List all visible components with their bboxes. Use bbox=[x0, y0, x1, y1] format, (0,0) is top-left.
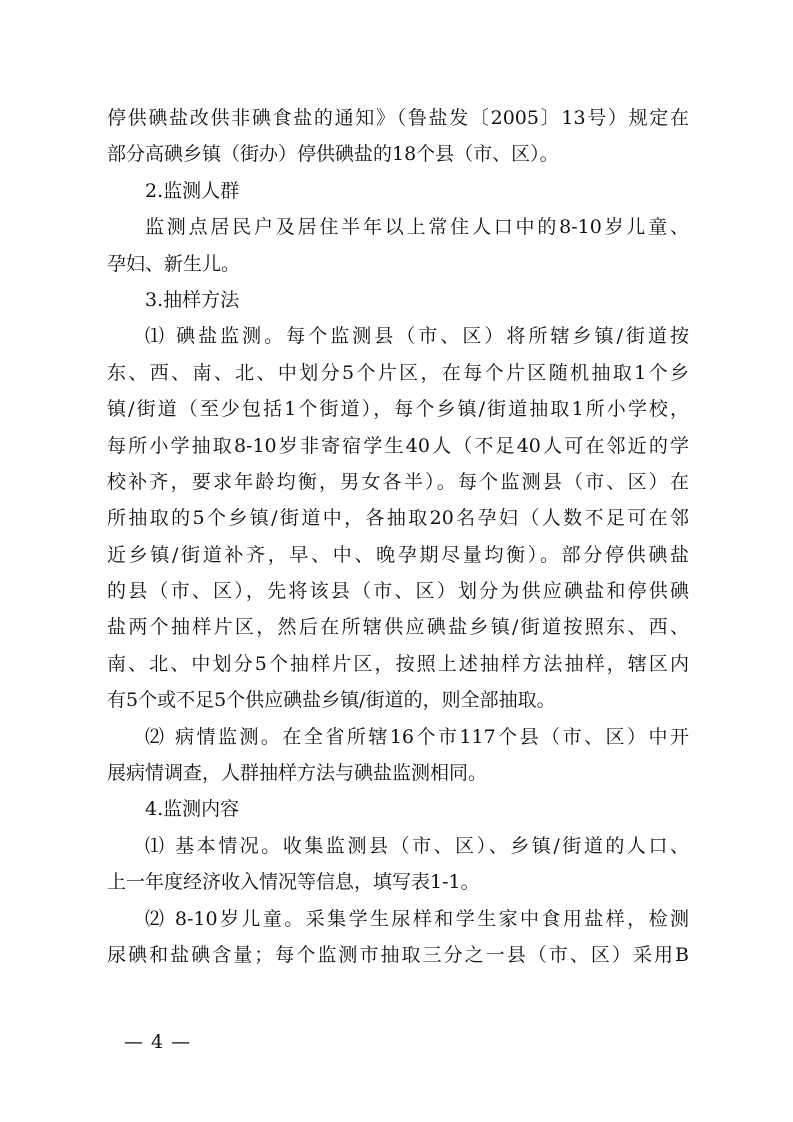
text-line: ⑴ 基本情况。收集监测县（市、区）、乡镇/街道的人口、 bbox=[145, 834, 689, 857]
text-line: 停供碘盐改供非碘食盐的通知》（鲁盐发〔2005〕13号）规定在 bbox=[107, 107, 689, 129]
text-line: ⑴ 碘盐监测。每个监测县（市、区）将所辖乡镇/街道按 bbox=[145, 325, 689, 348]
text-line: 盐两个抽样片区，然后在所辖供应碘盐乡镇/街道按照东、西、 bbox=[107, 616, 689, 639]
text-line: 近乡镇/街道补齐，早、中、晚孕期尽量均衡）。部分停供碘盐 bbox=[107, 543, 689, 566]
text-line: 展病情调查，人群抽样方法与碘盐监测相同。 bbox=[107, 762, 488, 785]
text-line: 上一年度经济收入情况等信息，填写表1-1。 bbox=[107, 871, 480, 894]
text-line: 有5个或不足5个供应碘盐乡镇/街道的，则全部抽取。 bbox=[107, 689, 556, 712]
section-heading: 3.抽样方法 bbox=[145, 288, 240, 311]
text-line: 部分高碘乡镇（街办）停供碘盐的18个县（市、区）。 bbox=[107, 143, 559, 166]
text-line: 校补齐，要求年龄均衡，男女各半）。每个监测县（市、区）在 bbox=[107, 470, 689, 493]
page-number: — 4 — bbox=[124, 1031, 192, 1053]
text-line: 尿碘和盐碘含量；每个监测市抽取三分之一县（市、区）采用B bbox=[107, 943, 689, 966]
section-heading: 2.监测人群 bbox=[145, 179, 240, 202]
text-line: 南、北、中划分5个抽样片区，按照上述抽样方法抽样，辖区内 bbox=[107, 652, 689, 675]
text-line: ⑵ 病情监测。在全省所辖16个市117个县（市、区）中开 bbox=[145, 725, 689, 748]
text-line: 镇/街道（至少包括1个街道），每个乡镇/街道抽取1所小学校， bbox=[107, 398, 689, 421]
text-line: 东、西、南、北、中划分5个片区，在每个片区随机抽取1个乡 bbox=[107, 361, 689, 384]
body-text bbox=[107, 100, 689, 973]
section-heading: 4.监测内容 bbox=[145, 798, 240, 821]
text-line: 的县（市、区），先将该县（市、区）划分为供应碘盐和停供碘 bbox=[107, 580, 689, 603]
text-line: 孕妇、新生儿。 bbox=[107, 252, 241, 275]
text-line: 所抽取的5个乡镇/街道中，各抽取20名孕妇（人数不足可在邻 bbox=[107, 507, 689, 530]
text-line: ⑵ 8-10岁儿童。采集学生尿样和学生家中食用盐样，检测 bbox=[145, 907, 689, 930]
text-line: 每所小学抽取8-10岁非寄宿学生40人（不足40人可在邻近的学 bbox=[107, 434, 689, 457]
text-line: 监测点居民户及居住半年以上常住人口中的8-10岁儿童、 bbox=[145, 216, 689, 239]
